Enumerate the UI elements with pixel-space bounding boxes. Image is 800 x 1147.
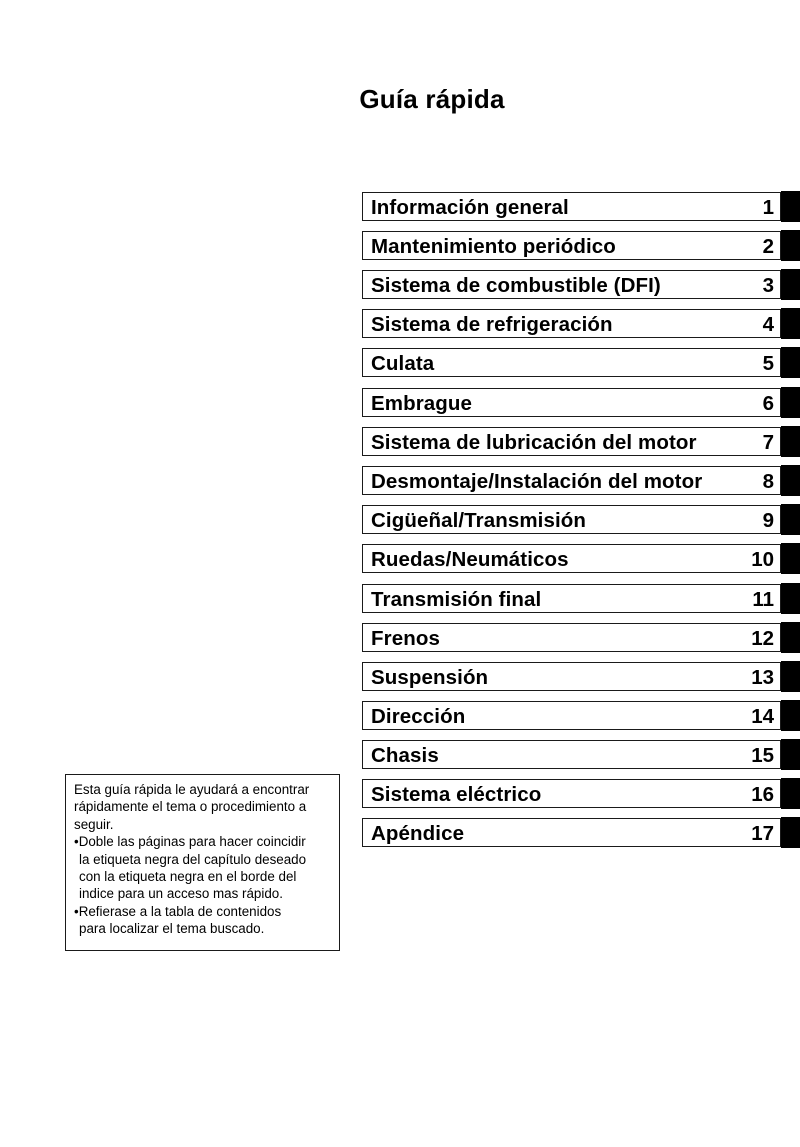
thumb-tab [781,230,800,261]
chapter-item[interactable] [362,544,800,573]
chapter-item[interactable] [362,231,800,260]
chapter-box[interactable] [362,818,781,847]
chapter-box[interactable] [362,270,781,299]
chapter-label: Cigüeñal/Transmisión [371,509,587,532]
chapter-label: Chasis [371,744,439,767]
chapter-label: Frenos [371,627,440,650]
chapter-item[interactable] [362,662,800,691]
chapter-item[interactable] [362,584,800,613]
chapter-item[interactable] [362,740,800,769]
chapter-box[interactable] [362,348,781,377]
thumb-tab [781,465,800,496]
chapter-number: 15 [751,744,774,767]
chapter-box[interactable] [362,309,781,338]
chapter-number: 2 [762,235,774,258]
thumb-tab [781,191,800,222]
chapter-box[interactable] [362,779,781,808]
chapter-label: Suspensión [371,666,489,689]
chapter-label: Culata [371,352,435,375]
note-text: indice para un acceso mas rápido. [79,886,283,902]
chapter-number: 10 [751,548,774,571]
chapter-item[interactable] [362,388,800,417]
chapter-label: Embrague [371,392,473,415]
chapter-label: Sistema eléctrico [371,783,542,806]
chapter-item[interactable] [362,270,800,299]
note-bullet [74,903,333,938]
note-text: con la etiqueta negra en el borde del [79,869,297,885]
chapter-number: 9 [762,509,774,532]
thumb-tab [781,700,800,731]
chapter-box[interactable] [362,701,781,730]
chapter-number: 5 [762,352,774,375]
thumb-tab [781,778,800,809]
note-text: rápidamente el tema o procedimiento a [74,799,307,815]
thumb-tab [781,817,800,848]
chapter-label: Sistema de refrigeración [371,313,613,336]
chapter-number: 14 [751,705,774,728]
thumb-tab [781,739,800,770]
chapter-label: Apéndice [371,822,465,845]
chapter-label: Sistema de lubricación del motor [371,431,697,454]
chapter-item[interactable] [362,192,800,221]
chapter-number: 6 [762,392,774,415]
thumb-tab [781,269,800,300]
chapter-box[interactable] [362,623,781,652]
chapter-box[interactable] [362,466,781,495]
thumb-tab [781,661,800,692]
chapter-item[interactable] [362,466,800,495]
chapter-number: 3 [762,274,774,297]
thumb-tab [781,543,800,574]
chapter-item[interactable] [362,348,800,377]
chapter-label: Dirección [371,705,466,728]
thumb-tab [781,387,800,418]
chapter-label: Desmontaje/Instalación del motor [371,470,703,493]
thumb-tab [781,622,800,653]
chapter-box[interactable] [362,192,781,221]
thumb-tab [781,308,800,339]
chapter-number: 7 [762,431,774,454]
chapter-item[interactable] [362,779,800,808]
note-text: •Doble las páginas para hacer coincidir [74,834,306,850]
chapter-label: Ruedas/Neumáticos [371,548,569,571]
chapter-number: 12 [751,627,774,650]
chapter-label: Mantenimiento periódico [371,235,616,258]
chapter-number: 16 [751,783,774,806]
note-text: Esta guía rápida le ayudará a encontrar [74,782,310,797]
chapter-box[interactable] [362,662,781,691]
chapter-number: 13 [751,666,774,689]
note-text: •Refierase a la tabla de contenidos [74,903,282,919]
chapter-item[interactable] [362,701,800,730]
thumb-tab [781,426,800,457]
quick-guide-note [65,774,340,951]
chapter-item[interactable] [362,623,800,652]
chapter-number: 17 [751,822,774,845]
chapter-label: Sistema de combustible (DFI) [371,274,661,297]
chapter-number: 11 [752,588,774,611]
note-text: la etiqueta negra del capítulo deseado [79,851,307,867]
chapter-number: 1 [762,196,774,219]
chapter-box[interactable] [362,427,781,456]
chapter-item[interactable] [362,427,800,456]
note-text: seguir. [74,816,114,832]
chapter-box[interactable] [362,544,781,573]
chapter-label: Transmisión final [371,588,542,611]
chapter-number: 8 [762,470,774,493]
chapter-item[interactable] [362,818,800,847]
chapter-box[interactable] [362,740,781,769]
page-title: Guía rápida [359,84,505,114]
chapter-box[interactable] [362,505,781,534]
thumb-tab [781,583,800,614]
chapter-box[interactable] [362,231,781,260]
chapter-item[interactable] [362,309,800,338]
chapter-number: 4 [762,313,774,336]
chapter-label: Información general [371,196,569,219]
note-bullet [74,833,333,903]
chapter-box[interactable] [362,584,781,613]
note-text: para localizar el tema buscado. [79,921,265,937]
thumb-tab [781,347,800,378]
thumb-tab [781,504,800,535]
chapter-box[interactable] [362,388,781,417]
chapter-item[interactable] [362,505,800,534]
